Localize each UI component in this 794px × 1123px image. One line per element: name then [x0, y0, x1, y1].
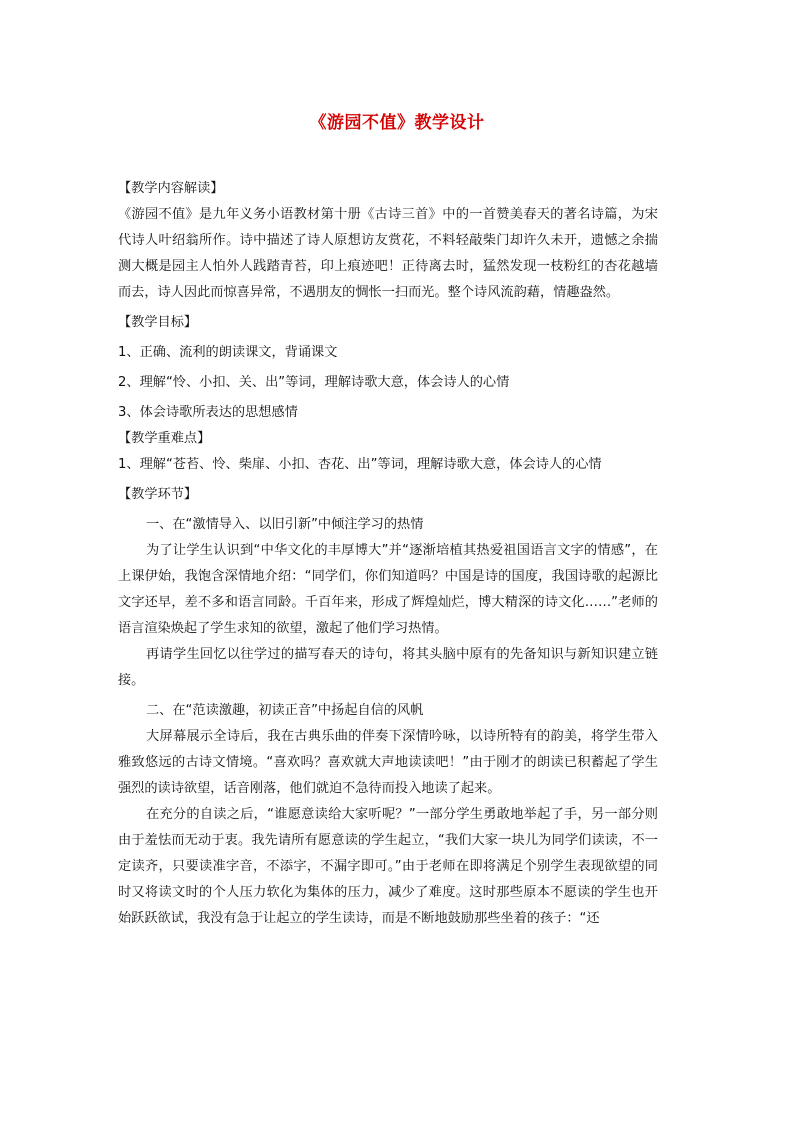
- section-heading-content: 【教学内容解读】: [118, 181, 224, 196]
- goal-item-3: 3、体会诗歌所表达的思想感情: [118, 405, 298, 420]
- section-heading-goals: 【教学目标】: [118, 315, 198, 330]
- page-title: 《游园不值》教学设计: [309, 113, 485, 133]
- goal-item-2: 2、理解“怜、小扣、关、出”等词，理解诗歌大意，体会诗人的心情: [118, 375, 510, 390]
- key-point-item-1: 1、理解“苍苔、怜、柴扉、小扣、杏花、出”等词，理解诗歌大意，体会诗人的心情: [118, 457, 602, 472]
- goal-item-1: 1、正确、流利的朗读课文，背诵课文: [118, 345, 338, 360]
- document-body: [118, 176, 658, 932]
- step-heading-1: 一、在“激情导入、以旧引新”中倾注学习的热情: [146, 517, 424, 532]
- step1-paragraph-1: 为了让学生认识到“中华文化的丰厚博大”并“逐渐培植其热爱祖国语言文字的情感”，在上课伊始，我饱含深情地介绍：“同学们，你们知道吗？中国是诗的国度，我国诗歌的起源比文字还早，差不多和语言同龄。千百年来，形成了辉煌灿烂，博大精深的诗文化……”老师的语言渲染焕起了学生求知的欲望，激起了他们学习热情。: [118, 543, 658, 636]
- section-heading-key-points: 【教学重难点】: [118, 431, 211, 446]
- section-heading-steps: 【教学环节】: [118, 487, 198, 502]
- intro-paragraph: 《游园不值》是九年义务小语教材第十册《古诗三首》中的一首赞美春天的著名诗篇，为宋代诗人叶绍翁所作。诗中描述了诗人原想访友赏花，不料轻敲柴门却许久未开，遗憾之余揣测大概是园主人怕外人践踏青苔，印上痕迹吧！正待离去时，猛然发现一枝粉红的杏花越墙而去，诗人因此而惊喜异常，不遇朋友的惆怅一扫而光。整个诗风流韵藉，情趣盎然。: [118, 207, 658, 300]
- step-heading-2: 二、在“范读激趣，初读正音”中扬起自信的风帆: [146, 703, 424, 718]
- step2-paragraph-2: 在充分的自读之后，“谁愿意读给大家听呢？”一部分学生勇敢地举起了手，另一部分则由于羞怯而无动于衷。我先请所有愿意读的学生起立，“我们大家一块儿为同学们读读，不一定读齐，只要读准字音，不添字，不漏字即可。”由于老师在即将满足个别学生表现欲望的同时又将读文时的个人压力软化为集体的压力，减少了难度。这时那些原本不愿读的学生也开始跃跃欲试，我没有急于让起立的学生读诗，而是不断地鼓励那些坐着的孩子：“还: [118, 807, 658, 926]
- step1-paragraph-2: 再请学生回忆以往学过的描写春天的诗句，将其头脑中原有的先备知识与新知识建立链接。: [118, 647, 658, 688]
- step2-paragraph-1: 大屏幕展示全诗后，我在古典乐曲的伴奏下深情吟咏，以诗所特有的韵美，将学生带入雅致悠远的古诗文情境。“喜欢吗？喜欢就大声地读读吧！”由于刚才的朗读已积蓄起了学生强烈的读诗欲望，话音刚落，他们就迫不急待而投入地读了起来。: [118, 729, 658, 796]
